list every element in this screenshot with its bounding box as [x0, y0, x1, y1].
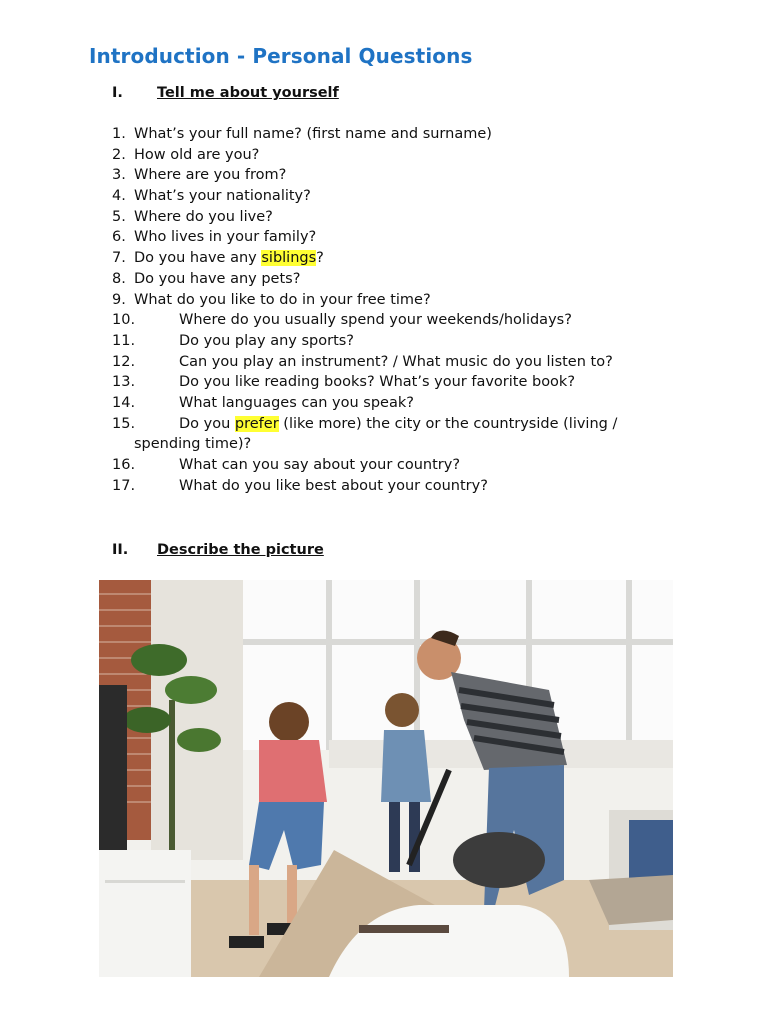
- question-text-part: Where do you usually spend your weekends/holidays?: [179, 312, 572, 329]
- question-number: 9.: [112, 291, 126, 308]
- question-text-part: What do you like to do in your free time?: [134, 291, 431, 308]
- question-number: 12.: [112, 353, 136, 370]
- question-text-part: What do you like best about your country?: [179, 477, 488, 494]
- question-text: [134, 186, 311, 207]
- question-item: [112, 455, 672, 476]
- question-text-part: Where do you live?: [134, 208, 273, 225]
- question-number: 13.: [112, 374, 136, 391]
- question-text-part: (like more) the city or the countryside (living /: [278, 415, 618, 432]
- question-number: 2.: [112, 146, 126, 163]
- question-item: [112, 145, 672, 166]
- question-text: [179, 372, 575, 393]
- question-number: 5.: [112, 208, 126, 225]
- question-text-part: What can you say about your country?: [179, 457, 461, 474]
- question-text-part: What’s your full name? (first name and surname): [134, 126, 492, 142]
- section-1-number: I.: [112, 85, 123, 101]
- question-text: [134, 207, 273, 228]
- question-text-part: Do you have any pets?: [134, 270, 301, 287]
- family-cleaning-photo: [99, 580, 673, 977]
- question-text: [179, 393, 414, 414]
- question-number: 6.: [112, 229, 126, 246]
- question-number: 17.: [112, 477, 136, 494]
- photo-illustration: [99, 580, 673, 977]
- question-text-part: What’s your nationality?: [134, 188, 311, 205]
- question-item: [112, 414, 672, 455]
- question-text: [134, 145, 259, 166]
- question-number: 10.: [112, 312, 136, 329]
- question-text: [134, 227, 316, 248]
- question-number: 4.: [112, 188, 126, 205]
- question-text: [179, 310, 572, 331]
- question-item: [112, 352, 672, 373]
- question-text-continuation: spending time)?: [134, 436, 252, 453]
- question-number: 11.: [112, 332, 136, 349]
- question-number: 15.: [112, 415, 136, 432]
- question-text-part: Where are you from?: [134, 167, 287, 184]
- question-text-part: Do you: [179, 415, 235, 432]
- section-2-number: II.: [112, 542, 129, 558]
- question-text-part: Do you like reading books? What’s your favorite book?: [179, 374, 576, 391]
- question-number: 16.: [112, 457, 136, 474]
- question-item: [112, 372, 672, 393]
- question-number: 1.: [112, 126, 126, 142]
- question-number: 14.: [112, 394, 136, 411]
- section-2-title: Describe the picture: [157, 542, 324, 558]
- question-text: [134, 124, 492, 145]
- question-text: [179, 352, 613, 373]
- question-number: 8.: [112, 270, 126, 287]
- question-item: [112, 331, 672, 352]
- question-item: [112, 248, 672, 269]
- question-list: [112, 124, 672, 496]
- page-title: Introduction - Personal Questions: [89, 44, 473, 68]
- question-text: [134, 290, 431, 311]
- question-text: [134, 165, 286, 186]
- question-item: [112, 290, 672, 311]
- question-item: [112, 207, 672, 228]
- question-text-part: Who lives in your family?: [134, 229, 317, 246]
- question-text-part: What languages can you speak?: [179, 394, 414, 411]
- highlighted-word: siblings: [261, 250, 317, 267]
- question-text: [179, 414, 617, 435]
- question-item: [112, 310, 672, 331]
- question-item: [112, 186, 672, 207]
- question-item: [112, 227, 672, 248]
- question-text: [179, 331, 354, 352]
- question-item: [112, 124, 672, 145]
- section-1-title: Tell me about yourself: [157, 85, 339, 101]
- question-item: [112, 165, 672, 186]
- question-text: [179, 455, 460, 476]
- question-text: [134, 269, 300, 290]
- question-text: [179, 476, 488, 497]
- question-number: 7.: [112, 250, 126, 267]
- question-text-part: Do you have any: [134, 250, 262, 267]
- question-item: [112, 393, 672, 414]
- question-number: 3.: [112, 167, 126, 184]
- question-text-part: Can you play an instrument? / What music do you listen to?: [179, 353, 613, 370]
- question-text-part: How old are you?: [134, 146, 260, 163]
- question-text-part: Do you play any sports?: [179, 332, 354, 349]
- question-item: [112, 476, 672, 497]
- question-item: [112, 269, 672, 290]
- question-text-part: ?: [316, 250, 324, 267]
- question-text: [134, 248, 324, 269]
- highlighted-word: prefer: [234, 415, 279, 432]
